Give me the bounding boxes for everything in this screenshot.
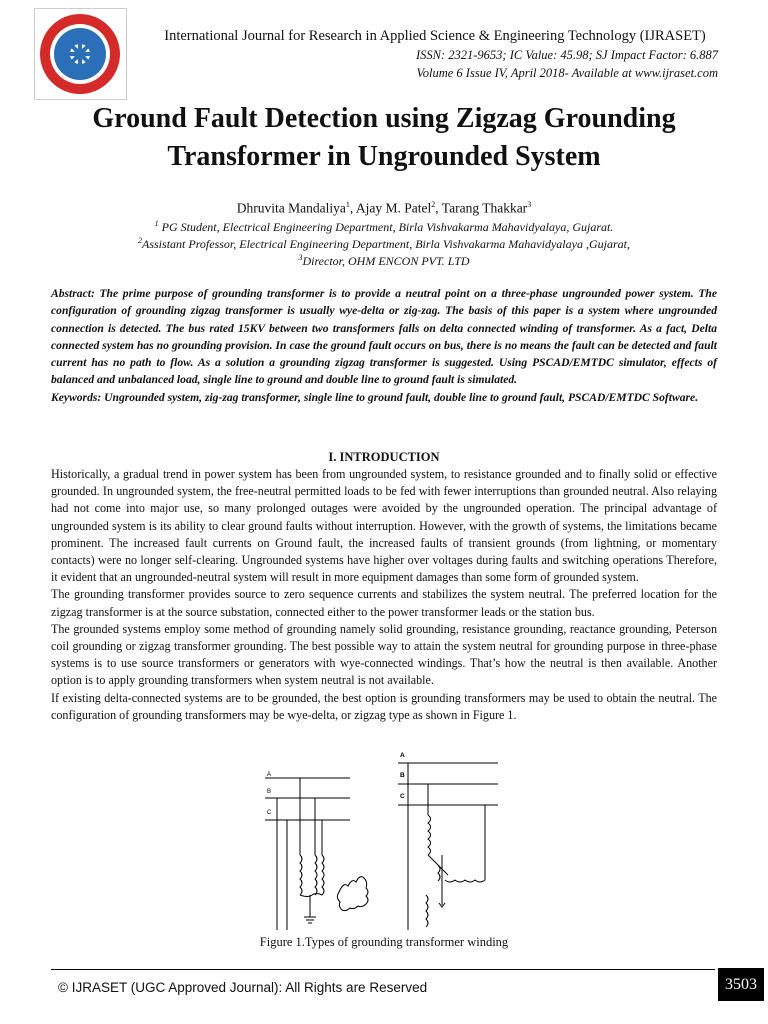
affiliation-1 — [20, 219, 748, 235]
figure-1 — [250, 745, 510, 935]
aff-text-1: PG Student, Electrical Engineering Department, Birla Vishvakarma Mahavidyalaya, Gujarat. — [158, 220, 614, 234]
left-label-b: B — [267, 789, 272, 795]
right-label-b: B — [400, 772, 405, 779]
title-line-2: Transformer in Ungrounded System — [167, 141, 601, 172]
paragraph: The grounded systems employ some method of grounding namely solid grounding, resistance grounding, reactance grounding, Peterson coil grounding or zigzag transformer grounding. The best possible way to attain the system neutral for grounding purpose in three-phase systems is to use source transformers or generators with wye-connected windings. That’s how the neutral is then available. Another option is to apply grounding transformers when system neutral is not available. — [51, 621, 717, 688]
abstract-text: Abstract: The prime purpose of grounding transformer is to provide a neutral point on a three-phase ungrounded power system. The configuration of grounding zigzag transformer is usually wye-delta or zig-zag. The basis of this paper is a system where ungrounded connection is detected. The bus rated 15KV between two transformers falls on delta connected winding of transformer. As a fact, Delta connected system has no grounding provision. In case the ground fault occurs on bus, there is no means the fault can be detected and fault current has no path to flow. As a solution a grounding zigzag transformer is suggested. Using PSCAD/EMTDC simulator, effects of balanced and unbalanced load, single line to ground and double line to ground fault is simulated. — [51, 287, 717, 387]
aff-text-3: Director, OHM ENCON PVT. LTD — [302, 254, 470, 268]
figure-caption: Figure 1.Types of grounding transformer winding — [259, 935, 509, 949]
wye-delta-diagram — [265, 778, 368, 930]
journal-volume: Volume 6 Issue IV, April 2018- Available at www.ijraset.com — [416, 66, 718, 80]
footer-copyright: © IJRASET (UGC Approved Journal): All Rights are Reserved — [58, 980, 428, 995]
right-label-a: A — [400, 752, 405, 759]
authors — [20, 200, 748, 217]
aff-sup-1: 1 — [154, 219, 159, 228]
paragraph: The grounding transformer provides source to zero sequence currents and stabilizes the system neutral. The preferred location for the zigzag transformer is at the source substation, connected either to the power transformer leads or the station bus. — [51, 587, 717, 619]
zigzag-diagram — [398, 763, 498, 930]
winding-diagram — [250, 745, 510, 935]
paper-title — [20, 100, 748, 176]
page-number: 3503 — [718, 968, 764, 1001]
section-heading-introduction: I. INTRODUCTION — [328, 450, 440, 464]
left-label-a: A — [267, 772, 272, 778]
author-1-sup: 1 — [345, 200, 350, 209]
introduction-body — [51, 466, 717, 724]
aff-sup-2: 2 — [138, 236, 143, 245]
paragraph: Historically, a gradual trend in power system has been from ungrounded system, to resistance grounded and to finally solid or effective grounded. In ungrounded system, the free-neutral permitted loads to be fed with fewer interruptions than grounded neutral. Also relaying had not come into major use, so many prolonged outages were avoided by the ungrounded operation. The principal advantage of ungrounded system is its ability to clear ground faults without interruption. However, with the growth of systems, the limitations became prominent. The increased fault currents on Ground fault, the increased faults of transient grounds (from lightning, or momentary contacts) were no longer self-clearing. Ungrounded systems have higher over voltages during faults and switching operations Therefore, it evident that an ungrounded-neutral system will result in more equipment damages than some form of grounded system. — [51, 467, 717, 585]
aff-text-2: Assistant Professor, Electrical Engineering Department, Birla Vishvakarma Mahavidyalaya ,Gujarat, — [142, 237, 630, 251]
abstract-block — [51, 285, 717, 406]
title-line-1: Ground Fault Detection using Zigzag Grounding — [92, 103, 676, 134]
journal-logo — [34, 8, 127, 100]
paragraph: If existing delta-connected systems are to be grounded, the best option is grounding transformers may be used to obtain the neutral. The configuration of grounding transformers may be wye-delta, or zigzag type as shown in Figure 1. — [51, 690, 717, 722]
aff-sup-3: 3 — [298, 253, 303, 262]
footer-divider — [51, 969, 715, 970]
author-3: , Tarang Thakkar — [435, 200, 528, 216]
author-3-sup: 3 — [527, 200, 532, 209]
left-label-c: C — [267, 810, 272, 816]
affiliation-3 — [20, 253, 748, 269]
author-2-sup: 2 — [431, 200, 436, 209]
journal-name: International Journal for Research in Applied Science & Engineering Technology (IJRASET) — [164, 28, 706, 44]
right-label-c: C — [400, 793, 405, 800]
affiliation-2 — [20, 236, 748, 252]
journal-issn: ISSN: 2321-9653; IC Value: 45.98; SJ Impact Factor: 6.887 — [415, 48, 718, 62]
author-2: , Ajay M. Patel — [349, 200, 432, 216]
author-1: Dhruvita Mandaliya — [236, 200, 346, 216]
keywords-text: Keywords: Ungrounded system, zig-zag transformer, single line to ground fault, double line to ground fault, PSCAD/EMTDC Software. — [51, 390, 699, 404]
